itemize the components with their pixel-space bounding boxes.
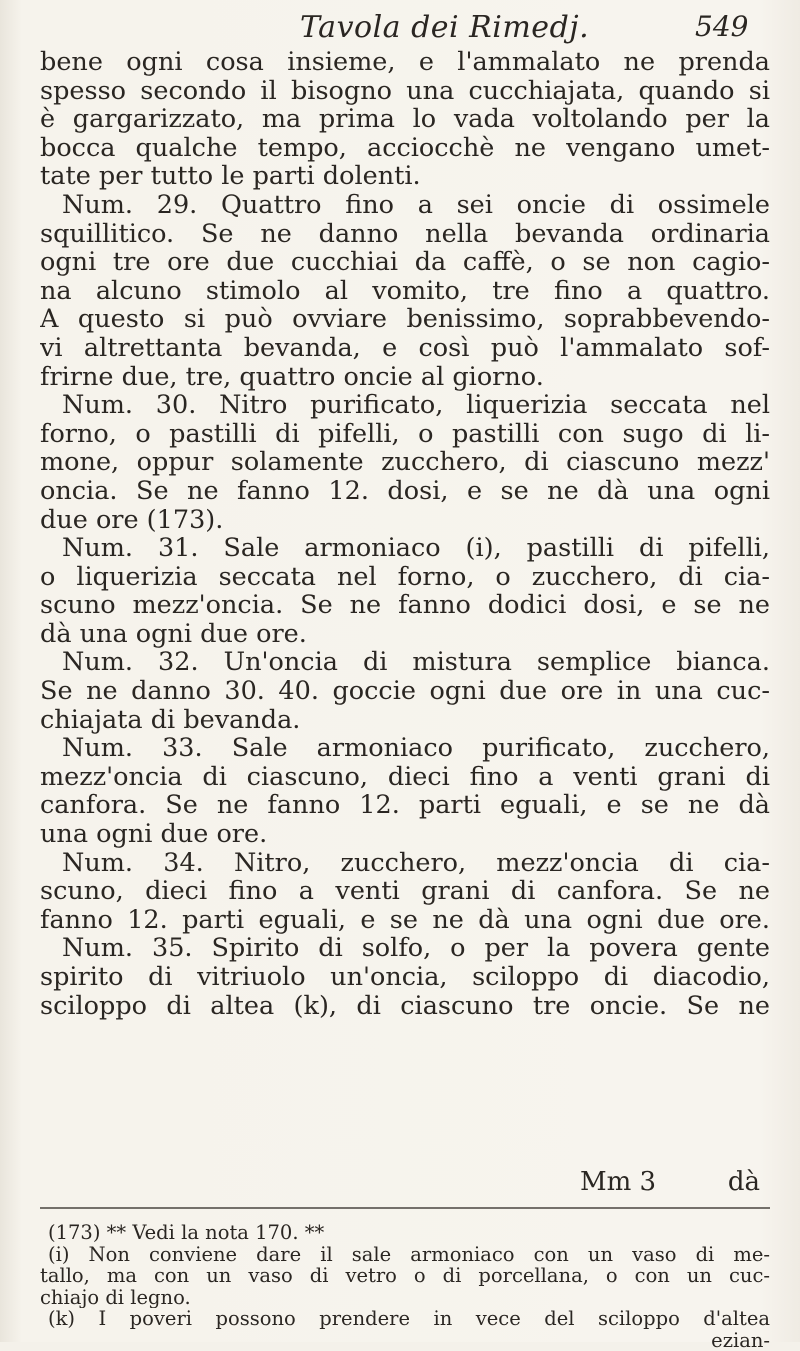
page-number: 549 xyxy=(695,10,748,43)
text-line: Num. 29. Quattro fino a sei oncie di ossimele xyxy=(40,191,770,220)
text-line: na alcuno stimolo al vomito, tre fino a quattro. xyxy=(40,277,770,306)
text-line: squillitico. Se ne danno nella bevanda ordinaria xyxy=(40,220,770,249)
text-line: scuno mezz'oncia. Se ne fanno dodici dosi, e se ne xyxy=(40,591,770,620)
text-line: oncia. Se ne fanno 12. dosi, e se ne dà una ogni xyxy=(40,477,770,506)
text-line: spesso secondo il bisogno una cucchiajata, quando si xyxy=(40,77,770,106)
text-line: mone, oppur solamente zucchero, di ciascuno mezz' xyxy=(40,448,770,477)
footnote-divider xyxy=(40,1207,770,1209)
text-line: frirne due, tre, quattro oncie al giorno. xyxy=(40,363,770,392)
text-line: tate per tutto le parti dolenti. xyxy=(40,162,770,191)
text-line: due ore (173). xyxy=(40,506,770,535)
text-line: o liquerizia seccata nel forno, o zucchero, di cia- xyxy=(40,563,770,592)
text-line: Num. 35. Spirito di solfo, o per la povera gente xyxy=(40,934,770,963)
footnotes xyxy=(40,1222,770,1351)
text-line: spirito di vitriuolo un'oncia, sciloppo di diacodio, xyxy=(40,963,770,992)
text-line: vi altrettanta bevanda, e così può l'ammalato sof- xyxy=(40,334,770,363)
page-header xyxy=(0,8,800,50)
text-line: Se ne danno 30. 40. goccie ogni due ore in una cuc- xyxy=(40,677,770,706)
text-line: dà una ogni due ore. xyxy=(40,620,770,649)
footnote-line: ezian- xyxy=(40,1330,770,1351)
text-line: bene ogni cosa insieme, e l'ammalato ne prenda xyxy=(40,48,770,77)
running-title: Tavola dei Rimedj. xyxy=(300,10,589,45)
text-line: Num. 34. Nitro, zucchero, mezz'oncia di cia- xyxy=(40,849,770,878)
footnote-line: (i) Non conviene dare il sale armoniaco con un vaso di me- xyxy=(40,1244,770,1266)
footnote-line: chiajo di legno. xyxy=(40,1287,770,1309)
text-line: una ogni due ore. xyxy=(40,820,770,849)
text-line: mezz'oncia di ciascuno, dieci fino a venti grani di xyxy=(40,763,770,792)
text-line: ogni tre ore due cucchiai da caffè, o se non cagio- xyxy=(40,248,770,277)
text-line: bocca qualche tempo, acciocchè ne vengano umet- xyxy=(40,134,770,163)
text-line: sciloppo di altea (k), di ciascuno tre oncie. Se ne xyxy=(40,992,770,1021)
footnote-line: (173) ** Vedi la nota 170. ** xyxy=(40,1222,770,1244)
text-line: Num. 30. Nitro purificato, liquerizia seccata nel xyxy=(40,391,770,420)
catch-line xyxy=(580,1167,760,1197)
catchword: dà xyxy=(728,1167,760,1197)
text-line: A questo si può ovviare benissimo, soprabbevendo- xyxy=(40,305,770,334)
main-text xyxy=(40,48,770,1020)
footnote-line: (k) I poveri possono prendere in vece del sciloppo d'altea xyxy=(40,1308,770,1330)
text-line: è gargarizzato, ma prima lo vada voltolando per la xyxy=(40,105,770,134)
text-line: fanno 12. parti eguali, e se ne dà una ogni due ore. xyxy=(40,906,770,935)
text-line: chiajata di bevanda. xyxy=(40,706,770,735)
text-line: Num. 32. Un'oncia di mistura semplice bianca. xyxy=(40,648,770,677)
text-line: canfora. Se ne fanno 12. parti eguali, e se ne dà xyxy=(40,791,770,820)
text-line: forno, o pastilli di pifelli, o pastilli con sugo di li- xyxy=(40,420,770,449)
text-line: Num. 31. Sale armoniaco (i), pastilli di pifelli, xyxy=(40,534,770,563)
signature-mark: Mm 3 xyxy=(580,1167,656,1197)
text-line: Num. 33. Sale armoniaco purificato, zucchero, xyxy=(40,734,770,763)
footnote-line: tallo, ma con un vaso di vetro o di porcellana, o con un cuc- xyxy=(40,1265,770,1287)
text-line: scuno, dieci fino a venti grani di canfora. Se ne xyxy=(40,877,770,906)
